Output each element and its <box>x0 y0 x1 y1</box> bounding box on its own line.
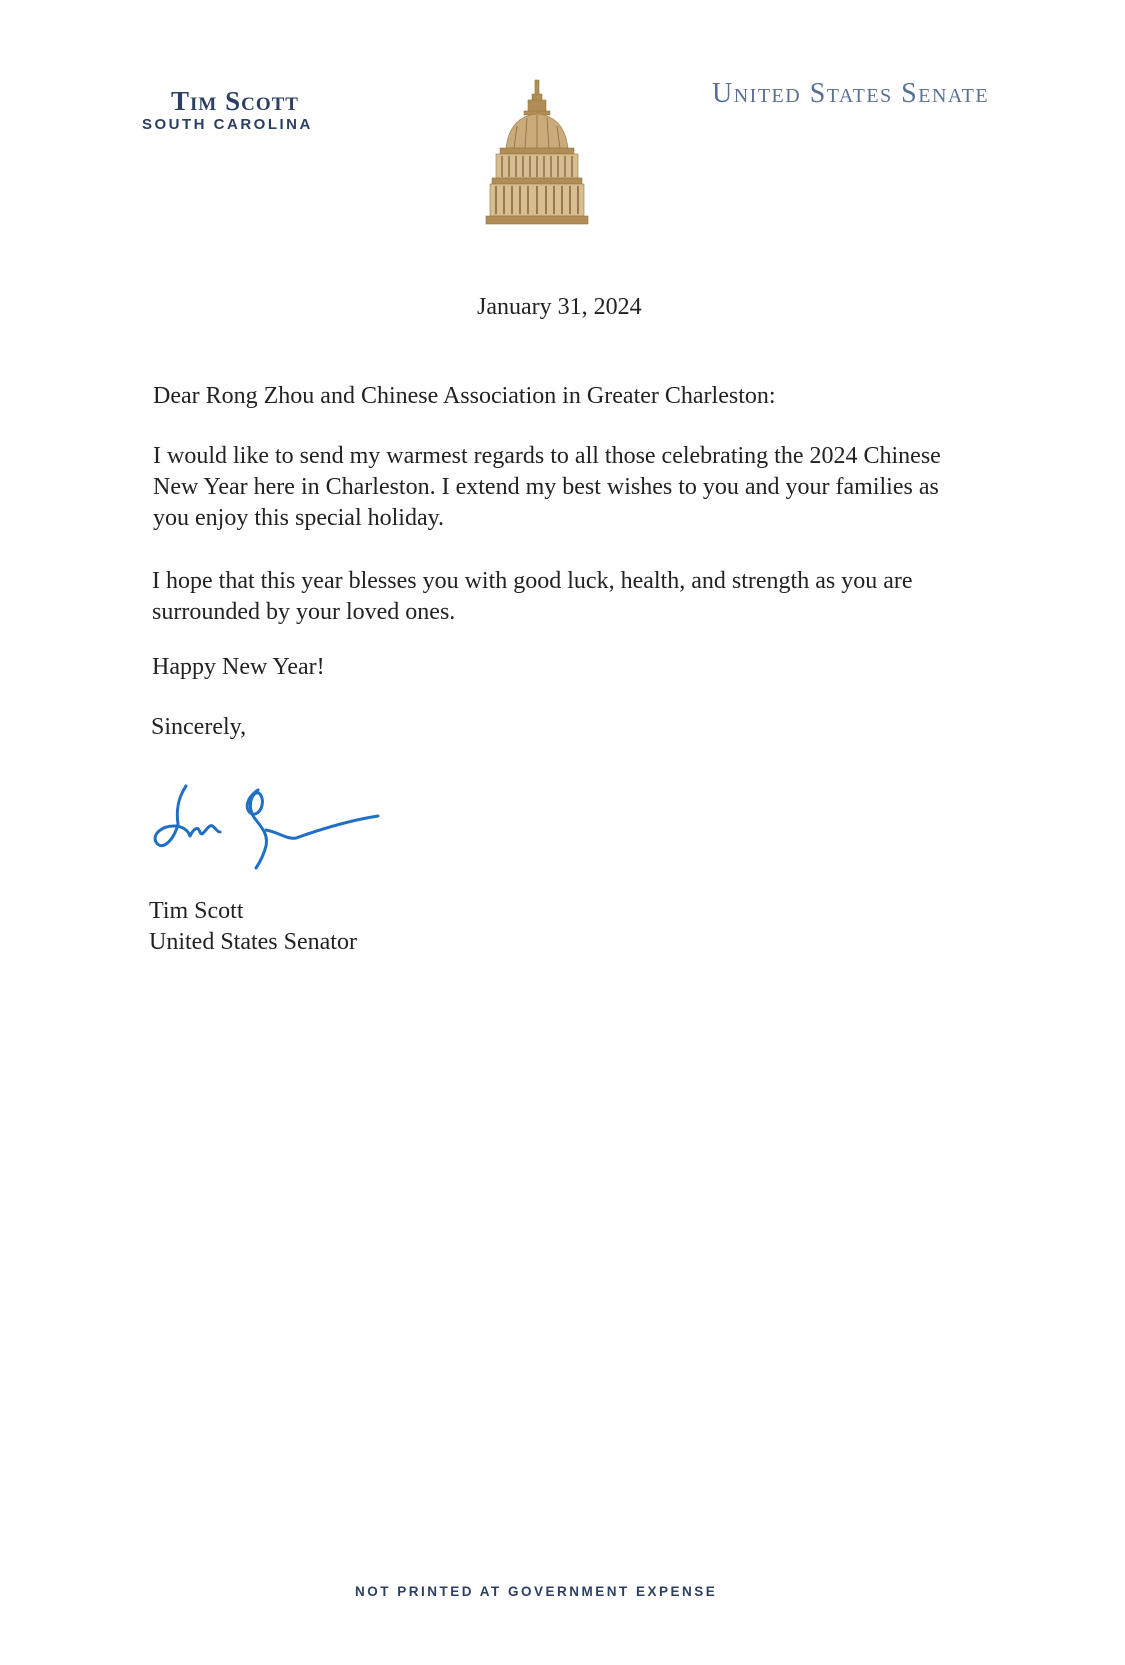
valediction: Sincerely, <box>151 714 247 740</box>
body-paragraph: I would like to send my warmest regards to all those celebrating the 2024 Chinese New Year here in Charleston. I extend my best wishes to you and your families as you enjoy this special holiday. <box>153 443 941 531</box>
signature-title: United States Senator <box>149 929 357 955</box>
body-paragraph: I hope that this year blesses you with good luck, health, and strength as you are surrounded by your loved ones. <box>152 568 913 625</box>
letter-date: January 31, 2024 <box>477 294 642 320</box>
senate-title: United States Senate <box>712 78 990 109</box>
sender-name: Tim Scott <box>171 86 299 116</box>
footer-notice: NOT PRINTED AT GOVERNMENT EXPENSE <box>355 1584 718 1599</box>
sender-state: SOUTH CAROLINA <box>142 116 313 133</box>
capitol-dome-icon <box>482 78 592 228</box>
closing-greeting: Happy New Year! <box>152 654 325 680</box>
handwritten-signature <box>148 780 383 880</box>
signature-name: Tim Scott <box>149 898 244 924</box>
salutation: Dear Rong Zhou and Chinese Association in Greater Charleston: <box>153 383 776 409</box>
